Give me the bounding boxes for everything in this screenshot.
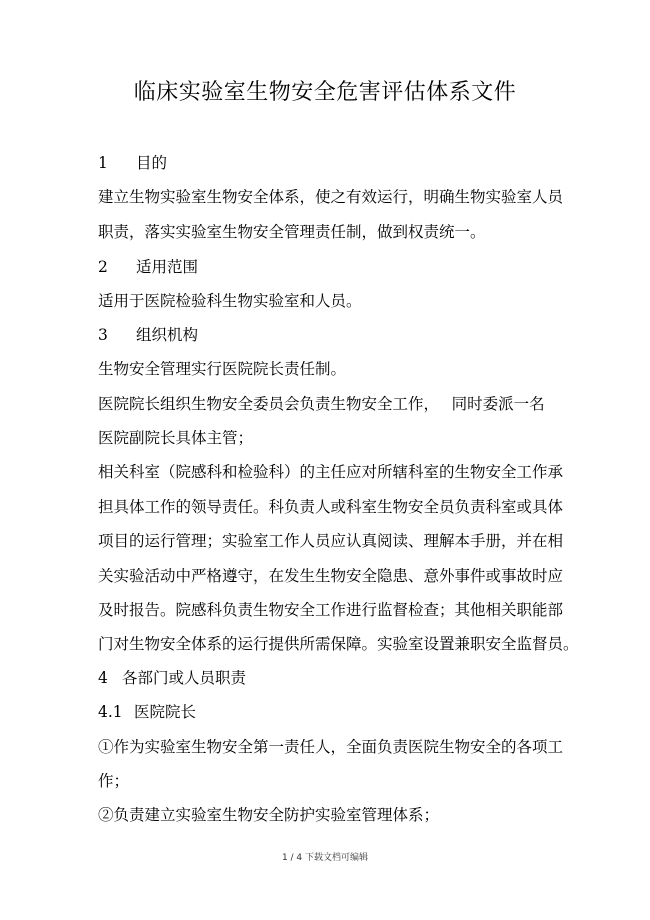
section-heading-text: 各部门或人员职责: [122, 669, 247, 687]
paragraph-line: 建立生物实验室生物安全体系，使之有效运行，明确生物实验室人员: [98, 188, 564, 206]
paragraph-line: 适用于医院检验科生物实验室和人员。: [98, 292, 362, 310]
paragraph-line: 医院院长组织生物安全委员会负责生物安全工作， 同时委派一名: [98, 395, 545, 413]
section-number: 4: [98, 669, 108, 687]
section-number: 1: [98, 154, 108, 172]
section-heading-text: 目的: [136, 154, 168, 172]
section-number: 4.1: [98, 703, 123, 721]
section-number: 2: [98, 258, 108, 276]
paragraph-line: 医院副院长具体主管；: [98, 429, 254, 447]
paragraph-line: 职责，落实实验室生物安全管理责任制，做到权责统一。: [98, 223, 486, 241]
paragraph-line: 作；: [98, 772, 130, 790]
section-1-heading: [98, 152, 568, 174]
document-title: 临床实验室生物安全危害评估体系文件: [133, 80, 517, 105]
paragraph-line: 项目的运行管理；实验室工作人员应认真阅读、理解本手册，并在相: [98, 532, 564, 550]
paragraph-line: ②负责建立实验室生物安全防护实验室管理体系；: [98, 806, 440, 824]
section-heading-text: 适用范围: [136, 258, 199, 276]
paragraph-line: 关实验活动中严格遵守，在发生生物安全隐患、意外事件或事故时应: [98, 567, 564, 585]
paragraph-line: 生物安全管理实行医院院长责任制。: [98, 360, 347, 378]
section-4-1-heading: [98, 701, 568, 723]
page-footer: 1 / 4 下载文档可编辑: [281, 853, 369, 863]
paragraph-line: ①作为实验室生物安全第一责任人，全面负责医院生物安全的各项工: [98, 738, 564, 756]
section-heading-text: 组织机构: [136, 326, 199, 344]
paragraph-line: 门对生物安全体系的运行提供所需保障。实验室设置兼职安全监督员。: [98, 635, 579, 653]
section-2-heading: [98, 256, 568, 278]
paragraph-line: 担具体工作的领导责任。科负责人或科室生物安全员负责科室或具体: [98, 498, 564, 516]
paragraph-line: 及时报告。院感科负责生物安全工作进行监督检查；其他相关职能部: [98, 601, 564, 619]
section-3-heading: [98, 324, 568, 346]
section-heading-text: 医院院长: [134, 703, 197, 721]
paragraph-line: 相关科室（院感科和检验科）的主任应对所辖科室的生物安全工作承: [98, 463, 564, 481]
section-4-heading: [98, 667, 568, 689]
section-number: 3: [98, 326, 108, 344]
